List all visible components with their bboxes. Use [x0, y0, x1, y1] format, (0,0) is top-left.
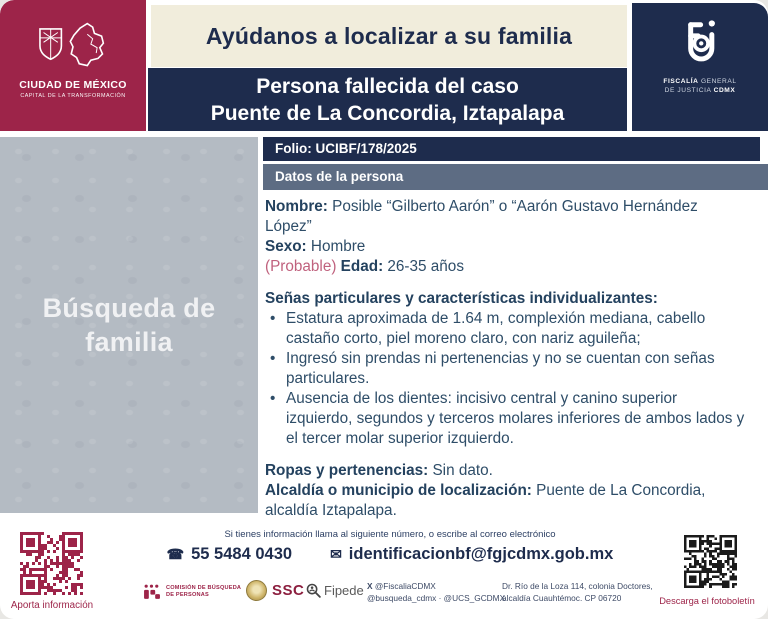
case-title-banner — [148, 68, 627, 131]
comision-busqueda-logo — [143, 584, 241, 600]
email-contact[interactable] — [330, 545, 613, 564]
handles-line2: @busqueda_cdmx · @UCS_GCDMX — [367, 592, 506, 603]
contact-row — [134, 545, 646, 564]
email-icon: ✉ — [330, 546, 342, 562]
page-title: Ayúdanos a localizar a su familia — [205, 22, 573, 49]
person-details — [265, 197, 747, 521]
ropas-row: Ropas y pertenencias: Sin dato. — [265, 462, 493, 479]
fipede-logo — [305, 582, 364, 599]
qr-code-aporta-informacion[interactable] — [20, 532, 83, 595]
comision-busqueda-icon — [143, 584, 161, 600]
ssc-badge-icon — [246, 580, 267, 601]
contact-instructions: Si tienes información llama al siguiente número, o escribe al correo electrónico — [224, 529, 556, 540]
list-item: • Ausencia de los dientes: incisivo central y canino superior izquierdo, segundos y terceros molares inferiores de ambos lados y el tercer molar superior izquierdo. — [265, 389, 747, 449]
cdmx-shield-map-icon — [27, 20, 119, 70]
cdmx-logo-subtitle: CAPITAL DE LA TRANSFORMACIÓN — [20, 93, 126, 99]
senas-list — [265, 309, 747, 449]
title-banner — [151, 5, 627, 67]
ssc-label: SSC — [272, 582, 305, 599]
photo-placeholder — [0, 137, 258, 513]
fgj-monogram-icon — [672, 16, 728, 72]
office-address: Dr. Río de la Loza 114, colonia Doctores, alcaldía Cuauhtémoc. CP 06720 — [502, 581, 653, 603]
cdmx-government-logo-box — [0, 0, 146, 131]
list-item: • Estatura aproximada de 1.64 m, complexión mediana, cabello castaño corto, piel moreno claro, con nariz aguileña; — [265, 309, 747, 349]
fipede-magnifier-icon — [305, 582, 322, 599]
phone-number: 55 5484 0430 — [191, 545, 293, 563]
senas-title: Señas particulares y características individualizantes: — [265, 290, 658, 307]
case-title-line1: Persona fallecida del caso — [256, 74, 519, 98]
x-handle-line: X @FiscaliaCDMX — [367, 581, 436, 591]
email-address: identificacionbf@fgjcdmx.gob.mx — [348, 545, 614, 563]
phone-icon: ☎ — [166, 546, 185, 562]
phone-contact[interactable] — [167, 545, 292, 564]
fipede-label: Fipede — [324, 583, 364, 598]
qr-left-label: Aporta información — [10, 600, 94, 611]
section-header-datos: Datos de la persona — [263, 164, 768, 190]
ssc-logo — [246, 580, 304, 601]
alcaldia-row: Alcaldía o municipio de localización: Puente de La Concordia, alcaldía Iztapalapa. — [265, 482, 706, 519]
comision-busqueda-label: COMISIÓN DE BÚSQUEDA DE PERSONAS — [166, 585, 242, 598]
x-icon: X — [367, 581, 373, 591]
qr-code-descarga-fotoboletin[interactable] — [684, 535, 737, 588]
nombre-row: Nombre: Posible “Gilberto Aarón” o “Aarón Gustavo Hernández López” — [265, 198, 698, 235]
folio-bar: Folio: UCIBF/178/2025 — [263, 137, 760, 161]
photo-placeholder-text: Búsqueda de familia — [42, 293, 216, 357]
fgj-logo-box — [632, 3, 768, 131]
fgj-logo-text-line2: DE JUSTICIA CDMX — [664, 87, 736, 94]
fgj-logo-text-line1: FISCALÍA GENERAL — [663, 78, 737, 85]
sexo-row: Sexo: Hombre — [265, 238, 366, 255]
case-title-line2: Puente de La Concordia, Iztapalapa — [210, 101, 565, 125]
qr-right-label: Descarga el fotoboletín — [659, 596, 755, 606]
social-handles[interactable] — [367, 581, 505, 604]
cdmx-logo-title: CIUDAD DE MÉXICO — [19, 79, 127, 91]
edad-row: (Probable) Edad: 26-35 años — [265, 258, 464, 275]
list-item: • Ingresó sin prendas ni pertenencias y no se cuentan con señas particulares. — [265, 349, 747, 389]
